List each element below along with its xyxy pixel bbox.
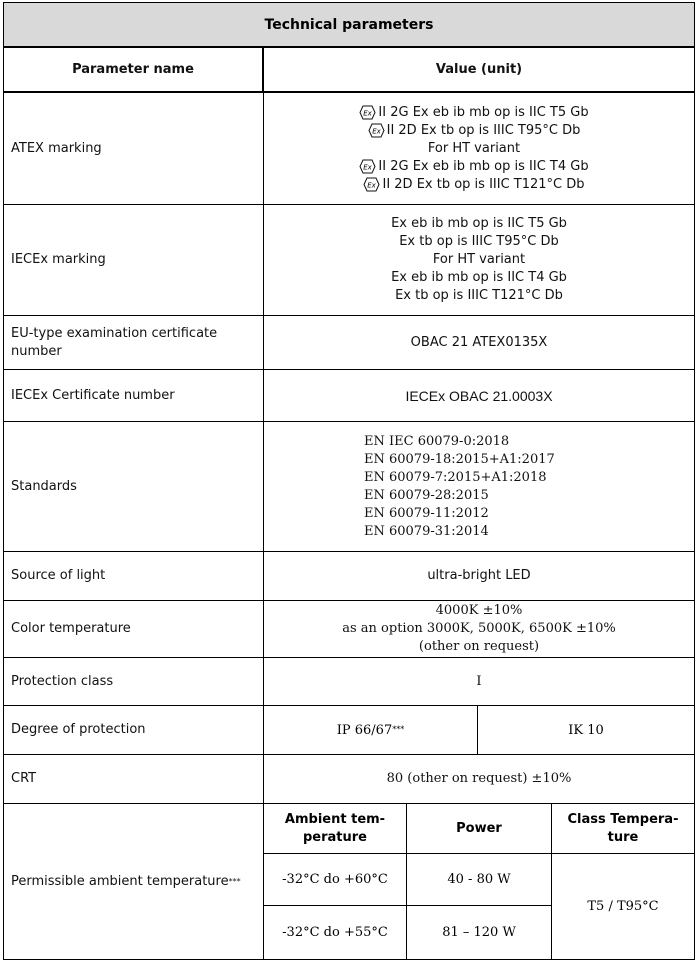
eu-cert-label: [4, 316, 264, 369]
protection-class-row: [4, 658, 694, 706]
color-temp-label: Color temperature: [4, 601, 264, 657]
eu-cert-label-line-1: EU-type examination certificate: [11, 325, 218, 341]
technical-parameters-table: [3, 2, 695, 960]
atex-line-5-text: II 2D Ex tb op is IIIC T121°C Db: [382, 176, 585, 192]
header-row: [4, 48, 694, 93]
color-temp-line-3: (other on request): [418, 639, 540, 654]
atex-row: [4, 93, 694, 205]
light-label: Source of light: [4, 552, 264, 600]
col-class-header-line-1: Class Tempera-: [567, 811, 679, 827]
degree-values: [264, 706, 694, 754]
svg-text:Ex: Ex: [363, 163, 373, 172]
atex-line-4-text: II 2G Ex eb ib mb op is IIC T4 Gb: [378, 158, 589, 174]
color-temp-values: [264, 601, 694, 657]
standards-label: Standards: [4, 422, 264, 551]
standard-item: EN 60079-11:2012: [364, 505, 489, 521]
svg-text:Ex: Ex: [367, 181, 377, 190]
table-title: Technical parameters: [4, 3, 694, 48]
ex-hexagon-icon: [359, 159, 376, 174]
iecex-row: [4, 205, 694, 316]
col-ambient-header-line-2: perature: [302, 829, 367, 845]
atex-line-1-text: II 2G Ex eb ib mb op is IIC T5 Gb: [378, 104, 589, 120]
crt-row: [4, 755, 694, 804]
atex-label: ATEX marking: [4, 93, 264, 204]
iecex-cert-label: IECEx Certificate number: [4, 370, 264, 421]
atex-line-5: [363, 176, 584, 194]
protection-class-value: I: [476, 673, 482, 689]
ambient-range-1: -32°C do +60°C: [264, 854, 407, 906]
atex-line-1: [359, 104, 588, 122]
col-ambient-header-line-1: Ambient tem-: [284, 811, 386, 827]
header-parameter-name: Parameter name: [4, 48, 264, 91]
standard-item: EN 60079-31:2014: [364, 523, 489, 539]
atex-ht-variant: For HT variant: [427, 140, 521, 156]
atex-line-4: [359, 158, 588, 176]
color-temp-row: [4, 601, 694, 658]
ambient-range-2: -32°C do +55°C: [264, 906, 407, 959]
header-value-unit: Value (unit): [435, 61, 523, 77]
ambient-label: Permissible ambient temperature ***: [4, 804, 264, 959]
degree-row: [4, 706, 694, 755]
ip-rating: IP 66/67 ***: [264, 706, 478, 754]
iecex-line-1: Ex eb ib mb op is IIC T5 Gb: [391, 216, 567, 231]
iecex-label: IECEx marking: [4, 205, 264, 315]
standard-item: EN 60079-28:2015: [364, 487, 489, 503]
atex-line-2: [368, 122, 581, 140]
iecex-cert-row: [4, 370, 694, 422]
col-ambient-header: [264, 804, 407, 854]
eu-cert-row: [4, 316, 694, 370]
protection-class-label: Protection class: [4, 658, 264, 705]
ex-hexagon-icon: [368, 123, 385, 138]
iecex-ht-variant: For HT variant: [432, 252, 526, 267]
color-temp-line-2: as an option 3000K, 5000K, 6500K ±10%: [342, 621, 616, 636]
degree-label: Degree of protection: [4, 706, 264, 754]
ik-rating: IK 10: [568, 722, 604, 738]
iecex-values: [264, 205, 694, 315]
atex-line-2-text: II 2D Ex tb op is IIIC T95°C Db: [386, 122, 581, 138]
standards-row: [4, 422, 694, 552]
col-class-header-line-2: ture: [607, 829, 639, 845]
iecex-cert-value: IECEx OBAC 21.0003X: [405, 387, 553, 404]
standard-item: EN 60079-18:2015+A1:2017: [364, 451, 555, 467]
svg-text:Ex: Ex: [363, 109, 373, 118]
svg-text:Ex: Ex: [371, 127, 381, 136]
col-power-header: Power: [407, 804, 552, 854]
light-row: [4, 552, 694, 601]
ambient-label-text: Permissible ambient temperature: [11, 873, 229, 889]
standard-item: EN 60079-7:2015+A1:2018: [364, 469, 547, 485]
class-temperature-value: T5 / T95°C: [587, 898, 659, 914]
light-value: ultra-bright LED: [427, 568, 531, 583]
iecex-line-5: Ex tb op is IIIC T121°C Db: [395, 288, 563, 303]
iecex-line-4: Ex eb ib mb op is IIC T4 Gb: [391, 270, 567, 285]
atex-values: [264, 93, 694, 204]
ex-hexagon-icon: [363, 177, 380, 192]
iecex-line-2: Ex tb op is IIIC T95°C Db: [399, 234, 559, 249]
standard-item: EN IEC 60079-0:2018: [364, 433, 510, 449]
ex-hexagon-icon: [359, 105, 376, 120]
ambient-subtable: [264, 804, 694, 959]
crt-value: 80 (other on request) ±10%: [386, 771, 572, 786]
crt-label: CRT: [4, 755, 264, 803]
power-range-1: 40 - 80 W: [407, 854, 552, 906]
eu-cert-value: OBAC 21 ATEX0135X: [410, 334, 548, 350]
standards-values: [264, 422, 694, 551]
eu-cert-label-line-2: number: [11, 343, 62, 359]
ambient-row: [4, 804, 694, 959]
power-range-2: 81 – 120 W: [407, 906, 552, 959]
color-temp-line-1: 4000K ±10%: [435, 603, 523, 618]
col-class-header: [552, 804, 694, 854]
ip-rating-text: IP 66/67: [336, 722, 393, 738]
